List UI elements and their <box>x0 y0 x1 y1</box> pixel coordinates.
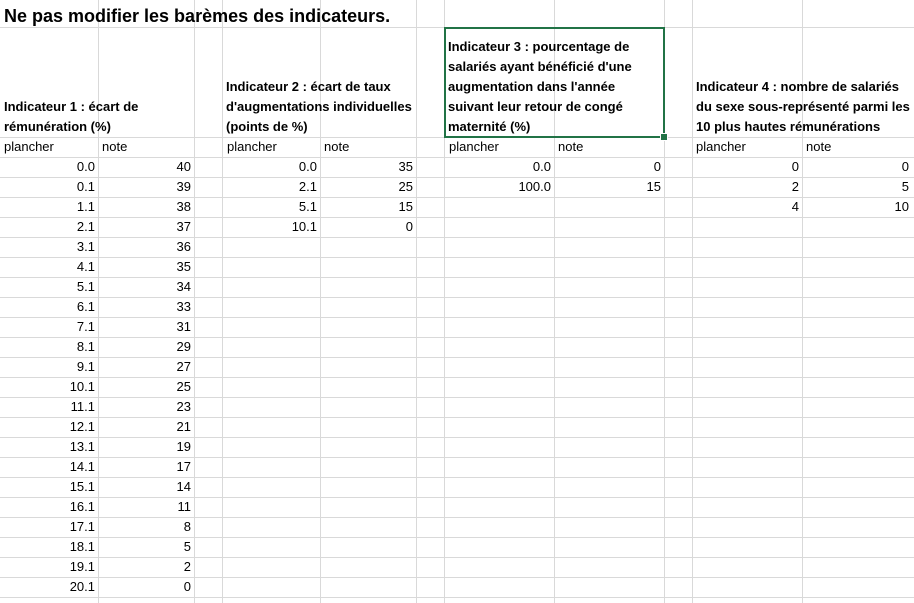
ind4-plancher-cell[interactable]: 2 <box>791 179 799 194</box>
ind3-plancher-cell[interactable]: 100.0 <box>518 179 551 194</box>
ind1-plancher-cell[interactable]: 18.1 <box>69 539 95 554</box>
ind1-note-cell[interactable]: 35 <box>176 259 191 274</box>
ind1-note-cell[interactable]: 27 <box>176 359 191 374</box>
ind1-note-cell[interactable]: 21 <box>176 419 191 434</box>
ind1-plancher-cell[interactable]: 7.1 <box>76 319 95 334</box>
ind4-note-cell[interactable]: 0 <box>901 159 909 174</box>
ind1-note-cell[interactable]: 36 <box>176 239 191 254</box>
ind1-plancher-cell[interactable]: 1.1 <box>76 199 95 214</box>
ind3-note-label[interactable]: note <box>558 139 584 154</box>
indicator-1-header[interactable]: Indicateur 1 : écart de rémunération (%) <box>4 99 139 134</box>
ind1-plancher-cell[interactable]: 2.1 <box>76 219 95 234</box>
sheet-title[interactable]: Ne pas modifier les barèmes des indicateurs. <box>4 6 391 26</box>
fill-handle[interactable] <box>660 133 668 141</box>
ind2-note-cell[interactable]: 25 <box>398 179 413 194</box>
ind2-plancher-cell[interactable]: 0.0 <box>298 159 317 174</box>
selected-cell-border <box>444 27 665 138</box>
ind1-plancher-cell[interactable]: 9.1 <box>76 359 95 374</box>
ind3-plancher-cell[interactable]: 0.0 <box>532 159 551 174</box>
ind1-plancher-cell[interactable]: 17.1 <box>69 519 95 534</box>
column-gridline <box>194 0 195 603</box>
ind1-plancher-cell[interactable]: 13.1 <box>69 439 95 454</box>
ind1-plancher-cell[interactable]: 5.1 <box>76 279 95 294</box>
ind1-note-cell[interactable]: 33 <box>176 299 191 314</box>
ind1-plancher-cell[interactable]: 6.1 <box>76 299 95 314</box>
ind1-plancher-cell[interactable]: 3.1 <box>76 239 95 254</box>
ind1-plancher-cell[interactable]: 8.1 <box>76 339 95 354</box>
ind2-note-cell[interactable]: 0 <box>405 219 413 234</box>
ind1-plancher-cell[interactable]: 4.1 <box>76 259 95 274</box>
row-gridline <box>0 597 914 598</box>
ind1-note-cell[interactable]: 5 <box>183 539 191 554</box>
ind4-plancher-cell[interactable]: 4 <box>791 199 799 214</box>
ind1-note-cell[interactable]: 19 <box>176 439 191 454</box>
ind1-note-cell[interactable]: 17 <box>176 459 191 474</box>
ind1-note-cell[interactable]: 37 <box>176 219 191 234</box>
ind1-plancher-label[interactable]: plancher <box>4 139 54 154</box>
ind2-note-label[interactable]: note <box>324 139 350 154</box>
ind1-note-cell[interactable]: 14 <box>176 479 191 494</box>
ind1-note-cell[interactable]: 0 <box>183 579 191 594</box>
ind1-note-cell[interactable]: 11 <box>177 499 191 514</box>
ind1-note-cell[interactable]: 29 <box>176 339 191 354</box>
ind4-note-cell[interactable]: 10 <box>894 199 909 214</box>
ind1-plancher-cell[interactable]: 12.1 <box>69 419 95 434</box>
ind1-note-cell[interactable]: 2 <box>183 559 191 574</box>
ind1-note-cell[interactable]: 31 <box>176 319 191 334</box>
ind1-plancher-cell[interactable]: 20.1 <box>69 579 95 594</box>
ind2-plancher-cell[interactable]: 2.1 <box>298 179 317 194</box>
ind1-plancher-cell[interactable]: 10.1 <box>69 379 95 394</box>
ind4-note-cell[interactable]: 5 <box>901 179 909 194</box>
ind1-plancher-cell[interactable]: 0.1 <box>76 179 95 194</box>
ind2-plancher-cell[interactable]: 10.1 <box>291 219 317 234</box>
ind1-plancher-cell[interactable]: 0.0 <box>76 159 95 174</box>
ind1-plancher-cell[interactable]: 16.1 <box>69 499 95 514</box>
ind3-note-cell[interactable]: 0 <box>653 159 661 174</box>
ind2-note-cell[interactable]: 15 <box>398 199 413 214</box>
ind3-plancher-label[interactable]: plancher <box>449 139 499 154</box>
ind1-note-cell[interactable]: 39 <box>176 179 191 194</box>
ind1-plancher-cell[interactable]: 11.1 <box>70 399 95 414</box>
indicator-4-header[interactable]: Indicateur 4 : nombre de salariés du sexe sous-représenté parmi les 10 plus hautes rémunérations <box>696 79 910 134</box>
ind4-note-label[interactable]: note <box>806 139 832 154</box>
ind4-plancher-cell[interactable]: 0 <box>791 159 799 174</box>
ind2-note-cell[interactable]: 35 <box>398 159 413 174</box>
ind2-plancher-cell[interactable]: 5.1 <box>298 199 317 214</box>
ind1-note-cell[interactable]: 34 <box>176 279 191 294</box>
ind2-plancher-label[interactable]: plancher <box>227 139 277 154</box>
ind1-note-cell[interactable]: 23 <box>176 399 191 414</box>
ind1-note-cell[interactable]: 25 <box>176 379 191 394</box>
indicator-3-header[interactable]: Indicateur 3 : pourcentage de salariés ayant bénéficié d'une augmentation dans l'année suivant leur retour de congé maternité (%) <box>448 39 632 134</box>
ind1-note-cell[interactable]: 40 <box>176 159 191 174</box>
indicator-2-header[interactable]: Indicateur 2 : écart de taux d'augmentations individuelles (points de %) <box>226 79 412 134</box>
ind1-plancher-cell[interactable]: 14.1 <box>69 459 95 474</box>
ind1-plancher-cell[interactable]: 19.1 <box>69 559 95 574</box>
ind1-note-label[interactable]: note <box>102 139 128 154</box>
ind3-note-cell[interactable]: 15 <box>646 179 661 194</box>
ind1-plancher-cell[interactable]: 15.1 <box>69 479 95 494</box>
ind4-plancher-label[interactable]: plancher <box>696 139 746 154</box>
ind1-note-cell[interactable]: 38 <box>176 199 191 214</box>
ind1-note-cell[interactable]: 8 <box>183 519 191 534</box>
